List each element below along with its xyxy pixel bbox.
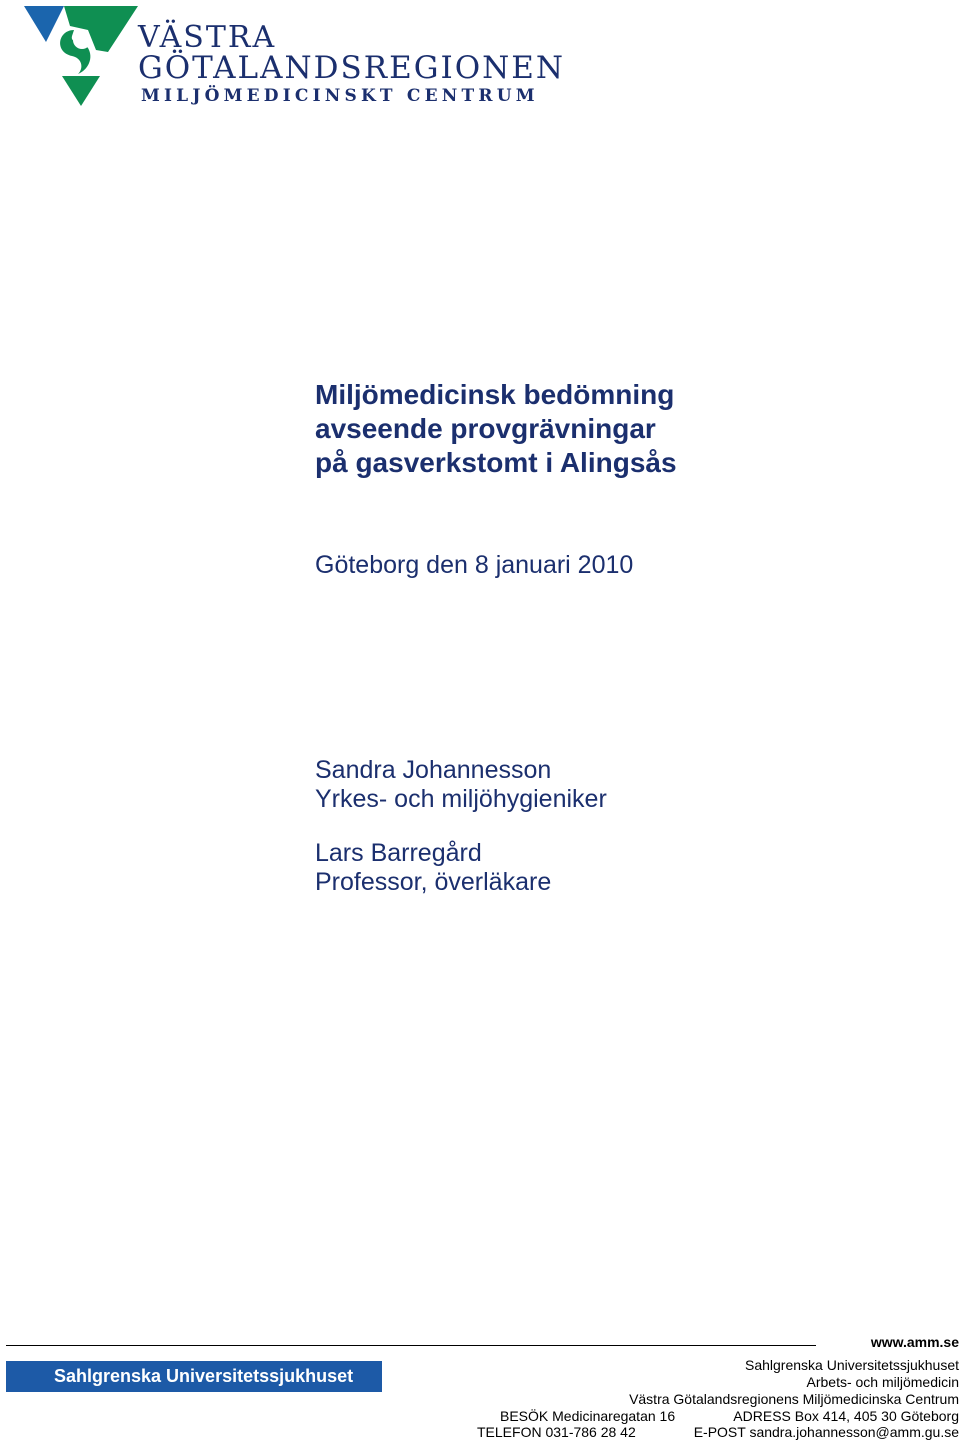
footer-org-line: Sahlgrenska Universitetssjukhuset — [745, 1357, 959, 1373]
vgr-emblem-icon — [24, 6, 140, 108]
title-line: Miljömedicinsk bedömning — [315, 379, 675, 410]
footer-postal-address: ADRESS Box 414, 405 30 Göteborg — [733, 1408, 959, 1424]
logo-text-miljomedicinskt-centrum: MILJÖMEDICINSKT CENTRUM — [141, 86, 539, 106]
footer-org-line: Arbets- och miljömedicin — [806, 1374, 959, 1390]
footer-visit-address: BESÖK Medicinaregatan 16 — [500, 1408, 676, 1424]
footer-org-line: Västra Götalandsregionens Miljömedicinska Centrum — [629, 1391, 959, 1407]
author-role: Professor, överläkare — [315, 868, 552, 896]
logo-text-gotalandsregionen: GÖTALANDSREGIONEN — [138, 50, 566, 86]
sahlgrenska-banner: Sahlgrenska Universitetssjukhuset — [6, 1361, 382, 1392]
author-name: Lars Barregård — [315, 839, 482, 867]
author-name: Sandra Johannesson — [315, 756, 552, 784]
title-line: avseende provgrävningar — [315, 413, 656, 444]
footer-phone: TELEFON 031-786 28 42 — [477, 1424, 636, 1440]
document-title — [315, 378, 677, 480]
author-role: Yrkes- och miljöhygieniker — [315, 785, 607, 813]
author-block — [315, 756, 607, 814]
author-block — [315, 839, 551, 897]
title-line: på gasverkstomt i Alingsås — [315, 447, 677, 478]
logo-text-vastra: VÄSTRA — [138, 20, 277, 55]
footer-email[interactable]: E-POST sandra.johannesson@amm.gu.se — [693, 1424, 959, 1440]
footer-divider — [6, 1345, 816, 1346]
footer-website-link[interactable]: www.amm.se — [870, 1334, 959, 1350]
document-date: Göteborg den 8 januari 2010 — [315, 551, 634, 579]
